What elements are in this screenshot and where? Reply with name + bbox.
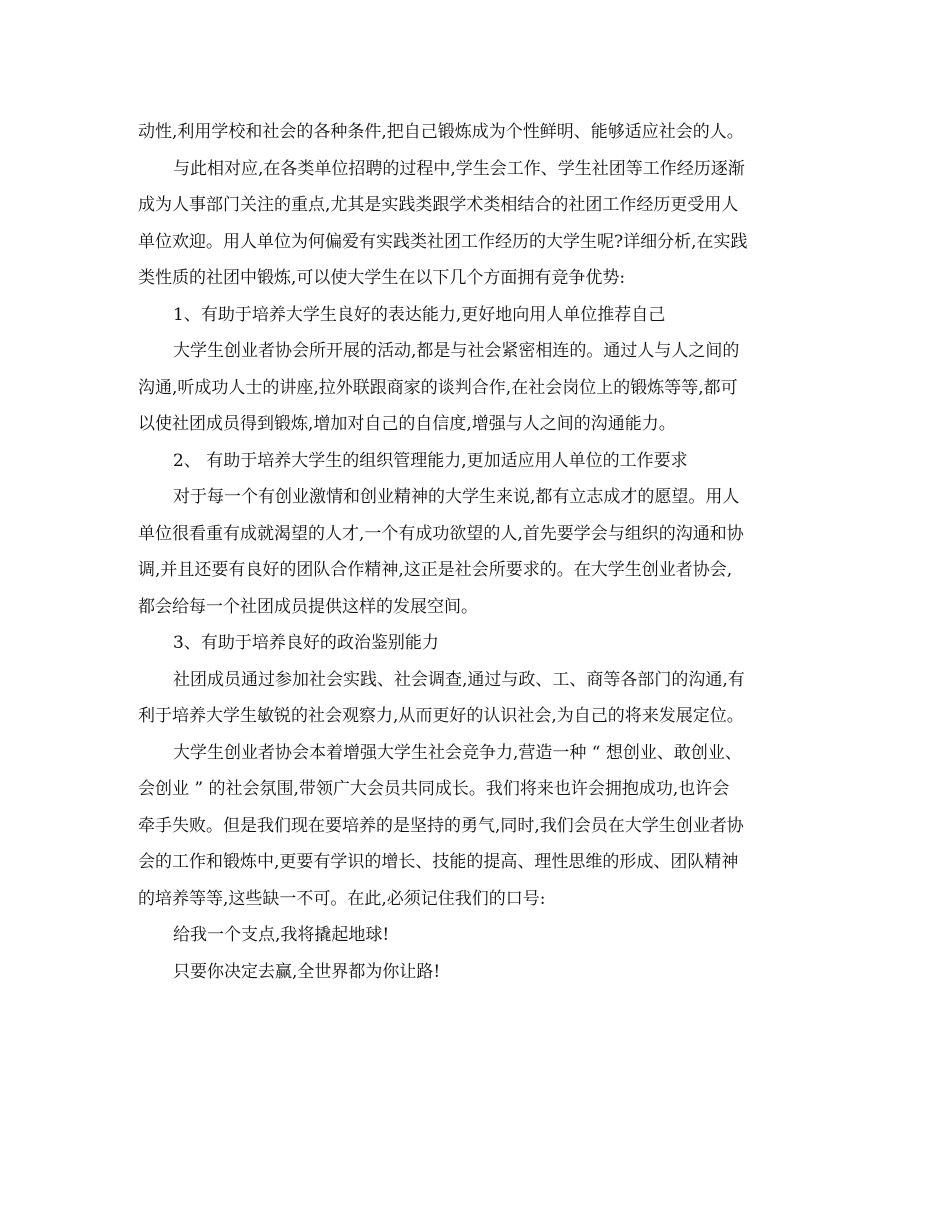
text-line: 单位很看重有成就渴望的人才,一个有成功欲望的人,首先要学会与组织的沟通和协 — [138, 523, 744, 544]
text-line: 对于每一个有创业激情和创业精神的大学生来说,都有立志成才的愿望。用人 — [173, 487, 740, 507]
text-line: 社团成员通过参加社会实践、社会调查,通过与政、工、商等各部门的沟通,有 — [173, 669, 745, 690]
slogan-line: 只要你决定去赢,全世界都为你让路! — [173, 961, 441, 982]
text-line: 以使社团成员得到锻炼,增加对自己的自信度,增强与人之间的沟通能力。 — [138, 414, 676, 434]
text-line: 大学生创业者协会所开展的活动,都是与社会紧密相连的。通过人与人之间的 — [173, 341, 740, 361]
text-line: 大学生创业者协会本着增强大学生社会竞争力,营造一种 “ 想创业、敢创业、 — [173, 742, 742, 763]
text-line: 沟通,听成功人士的讲座,拉外联跟商家的谈判合作,在社会岗位上的锻炼等等,都可 — [138, 377, 738, 398]
text-line: 成为人事部门关注的重点,尤其是实践类跟学术类相结合的社团工作经历更受用人 — [138, 195, 739, 215]
text-line: 单位欢迎。用人单位为何偏爱有实践类社团工作经历的大学生呢?详细分析,在实践 — [138, 231, 748, 252]
slogan-line: 给我一个支点,我将撬起地球! — [173, 925, 390, 945]
text-line: 利于培养大学生敏锐的社会观察力,从而更好的认识社会,为自己的将来发展定位。 — [138, 706, 744, 726]
text-line: 牵手失败。但是我们现在要培养的是坚持的勇气,同时,我们会员在大学生创业者协 — [138, 815, 744, 836]
text-line: 的培养等等,这些缺一不可。在此,必须记住我们的口号: — [138, 888, 546, 909]
section-heading: 2、 有助于培养大学生的组织管理能力,更加适应用人单位的工作要求 — [173, 450, 688, 471]
section-heading: 1、有助于培养大学生良好的表达能力,更好地向用人单位推荐自己 — [173, 304, 666, 325]
text-line: 类性质的社团中锻炼,可以使大学生在以下几个方面拥有竞争优势: — [138, 268, 626, 288]
text-line: 会创业 ” 的社会氛围,带领广大会员共同成长。我们将来也许会拥抱成功,也许会 — [138, 779, 730, 799]
text-line: 动性,利用学校和社会的各种条件,把自己锻炼成为个性鲜明、能够适应社会的人。 — [138, 122, 744, 142]
text-line: 都会给每一个社团成员提供这样的发展空间。 — [138, 596, 478, 617]
document-body — [138, 114, 818, 990]
text-line: 调,并且还要有良好的团队合作精神,这正是社会所要求的。在大学生创业者协会, — [138, 560, 733, 580]
text-line: 与此相对应,在各类单位招聘的过程中,学生会工作、学生社团等工作经历逐渐 — [173, 158, 745, 179]
text-line: 会的工作和锻炼中,更要有学识的增长、技能的提高、理性思维的形成、团队精神 — [138, 852, 739, 872]
section-heading: 3、有助于培养良好的政治鉴别能力 — [173, 633, 439, 653]
